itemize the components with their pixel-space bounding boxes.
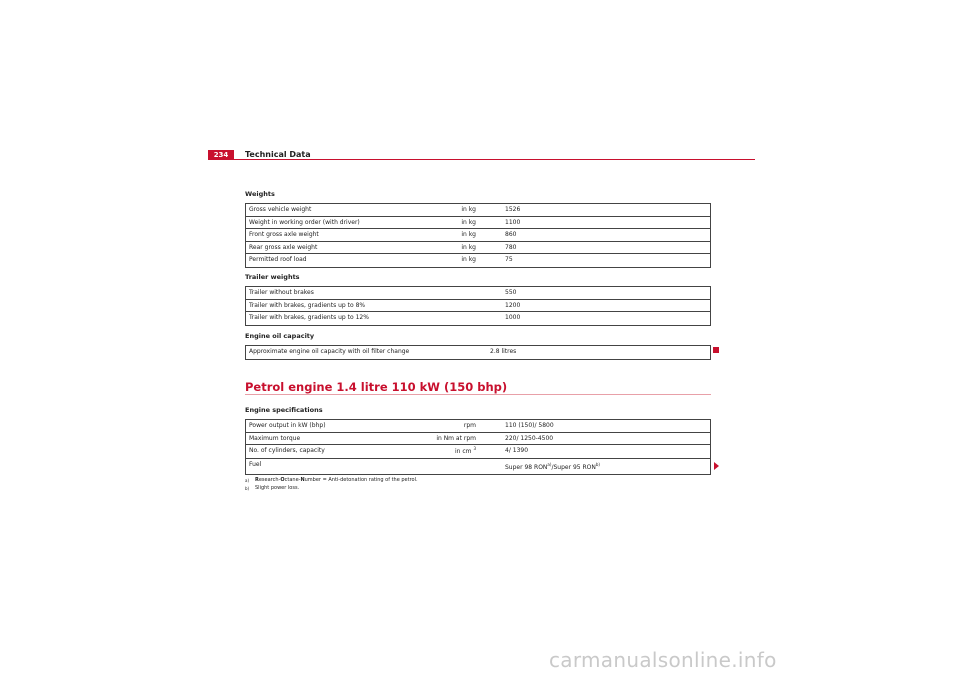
row-label: Gross vehicle weight	[249, 206, 312, 213]
row-label: Maximum torque	[249, 434, 301, 442]
table-row	[246, 204, 710, 217]
row-unit: in Nm at rpm	[436, 434, 476, 442]
row-unit: in kg	[461, 243, 476, 251]
row-unit	[455, 446, 476, 457]
row-value: 4/ 1390	[505, 447, 529, 454]
row-value: 550	[505, 289, 517, 296]
footnote	[245, 485, 299, 492]
trailer-table	[245, 286, 711, 326]
row-label: No. of cylinders, capacity	[249, 447, 325, 454]
row-label: Approximate engine oil capacity with oil filter change	[249, 348, 410, 355]
weights-heading: Weights	[245, 190, 275, 198]
row-unit: in kg	[461, 218, 476, 226]
footnote-bold-o: O	[280, 477, 285, 483]
row-value: 110 (150)/ 5800	[505, 422, 554, 429]
row-label: Trailer with brakes, gradients up to 12%	[249, 314, 369, 321]
table-row	[246, 459, 710, 474]
row-value: 780	[505, 243, 517, 251]
table-row	[246, 287, 710, 300]
table-row	[246, 420, 710, 433]
table-row	[246, 312, 710, 325]
row-unit: in kg	[461, 256, 476, 263]
fuel-value-b: /Super 95 RON	[551, 464, 596, 471]
oil-heading: Engine oil capacity	[245, 332, 315, 340]
row-value: 75	[505, 256, 513, 263]
footnote-text: ctane-	[284, 477, 301, 483]
row-value: 1100	[505, 218, 521, 226]
footnote-ref-b: b)	[595, 462, 600, 467]
section-title: Petrol engine 1.4 litre 110 kW (150 bhp)	[245, 380, 508, 394]
row-unit: in kg	[461, 231, 476, 238]
watermark: carmanualsonline.info	[549, 648, 777, 672]
table-row	[246, 229, 710, 242]
red-square-icon	[713, 347, 719, 353]
page-number: 234	[208, 150, 234, 160]
table-row	[246, 300, 710, 313]
unit-text: in cm	[455, 448, 472, 455]
engine-spec-heading: Engine specifications	[245, 406, 323, 414]
row-value: 1526	[505, 206, 521, 213]
row-label: Trailer without brakes	[249, 289, 314, 296]
footnote-bold-r: R	[255, 477, 259, 483]
row-value: 220/ 1250-4500	[505, 434, 554, 442]
row-label: Trailer with brakes, gradients up to 8%	[249, 301, 366, 309]
footnote-mark: b)	[245, 486, 250, 491]
table-row	[246, 242, 710, 255]
table-row	[246, 217, 710, 230]
fuel-value-a: Super 98 RON	[505, 464, 548, 471]
table-row	[246, 254, 710, 267]
footnote-text: umber = Anti-detonation rating of the petrol.	[304, 477, 418, 483]
row-value: 1000	[505, 314, 521, 321]
row-unit: in kg	[461, 206, 476, 213]
footnote-text: esearch-	[258, 477, 281, 483]
row-value: 2.8 litres	[490, 348, 517, 355]
footnote-bold-n: N	[300, 477, 305, 483]
weights-table	[245, 203, 711, 268]
table-row	[246, 433, 710, 446]
oil-table	[245, 345, 711, 360]
table-row	[246, 445, 710, 459]
row-value	[505, 462, 600, 473]
footnote-mark: a)	[245, 478, 250, 483]
row-unit: rpm	[463, 422, 476, 429]
row-label: Front gross axle weight	[249, 231, 319, 238]
row-label: Permitted roof load	[249, 256, 307, 263]
row-label: Weight in working order (with driver)	[249, 218, 360, 226]
row-label: Power output in kW (bhp)	[249, 422, 326, 429]
trailer-heading: Trailer weights	[245, 273, 300, 281]
footnote	[245, 477, 418, 484]
red-arrow-right-icon	[714, 462, 719, 470]
row-value: 860	[505, 231, 517, 238]
row-label: Fuel	[249, 461, 262, 468]
footnote-text: Slight power loss.	[255, 485, 300, 491]
footnote-ref-a: a)	[547, 462, 552, 467]
running-title: Technical Data	[245, 150, 311, 159]
section-rule	[245, 394, 711, 395]
row-value: 1200	[505, 301, 521, 309]
engine-spec-table	[245, 419, 711, 475]
row-label: Rear gross axle weight	[249, 243, 318, 251]
unit-superscript: 3	[473, 446, 476, 451]
table-row	[246, 346, 710, 359]
